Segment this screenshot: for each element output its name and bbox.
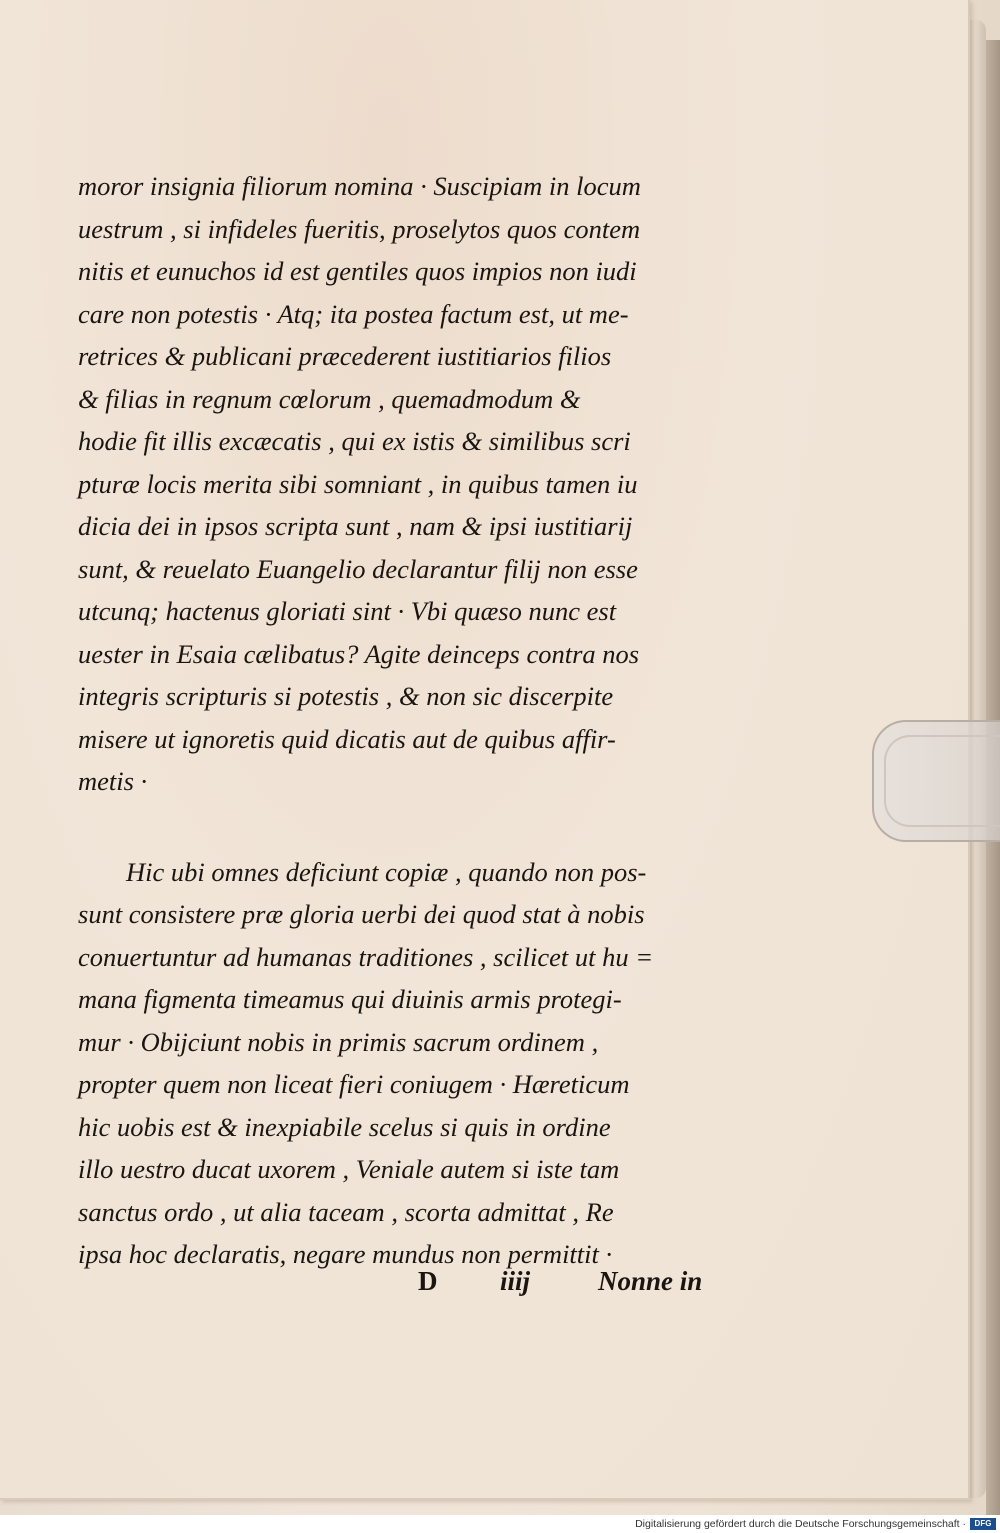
paragraph-2 bbox=[78, 851, 738, 1276]
signature-letter: D bbox=[418, 1266, 438, 1296]
text-line: utcunq; hactenus gloriati sint · Vbi quæso nunc est bbox=[78, 596, 617, 626]
paragraph-gap bbox=[78, 803, 738, 851]
footer-credit: Digitalisierung gefördert durch die Deutsche Forschungsgemeinschaft · bbox=[635, 1518, 966, 1530]
catchword: Nonne in bbox=[598, 1266, 703, 1296]
text-line: nitis et eunuchos id est gentiles quos impios non iudi bbox=[78, 256, 637, 286]
text-line: illo uestro ducat uxorem , Veniale autem si iste tam bbox=[78, 1154, 620, 1184]
text-line: Hic ubi omnes deficiunt copiæ , quando non pos- bbox=[126, 856, 647, 887]
text-line: hic uobis est & inexpiabile scelus si quis in ordine bbox=[78, 1111, 611, 1142]
main-text bbox=[78, 165, 738, 1276]
text-line: care non potestis · Atq; ita postea factum est, ut me- bbox=[78, 298, 629, 329]
text-line: sunt, & reuelato Euangelio declarantur filij non esse bbox=[78, 553, 638, 584]
text-line: misere ut ignoretis quid dicatis aut de quibus affir- bbox=[78, 723, 616, 754]
text-line: integris scripturis si potestis , & non sic discerpite bbox=[78, 681, 614, 711]
text-line: ipsa hoc declaratis, negare mundus non permittit · bbox=[78, 1239, 613, 1269]
text-line: moror insignia filiorum nomina · Suscipiam in locum bbox=[78, 171, 641, 201]
text-line: mana figmenta timeamus qui diuinis armis protegi- bbox=[78, 984, 622, 1014]
text-line: pturæ locis merita sibi somniant , in quibus tamen iu bbox=[78, 468, 638, 499]
footer-bar bbox=[0, 1515, 1000, 1533]
text-line: retrices & publicani præcederent iustitiarios filios bbox=[78, 341, 612, 371]
text-line: sanctus ordo , ut alia taceam , scorta admittat , Re bbox=[78, 1196, 614, 1227]
dfg-logo-icon: DFG bbox=[970, 1518, 996, 1530]
page-clip-inner bbox=[884, 735, 1000, 827]
text-line: uestrum , si infideles fueritis, proselytos quos contem bbox=[78, 213, 641, 244]
paragraph-1 bbox=[78, 165, 738, 803]
text-line: mur · Obijciunt nobis in primis sacrum ordinem , bbox=[78, 1026, 599, 1057]
text-line: propter quem non liceat fieri coniugem · Hæreticum bbox=[78, 1069, 630, 1099]
signature-line bbox=[0, 1262, 1000, 1306]
signature-number: iiij bbox=[500, 1266, 531, 1296]
text-line: metis · bbox=[78, 766, 148, 796]
text-line: sunt consistere præ gloria uerbi dei quod stat à nobis bbox=[78, 899, 645, 929]
text-line: hodie fit illis excæcatis , qui ex istis & similibus scri bbox=[78, 426, 631, 456]
text-line: uester in Esaia cælibatus? Agite deinceps contra nos bbox=[78, 638, 640, 669]
text-line: & filias in regnum cœlorum , quemadmodum & bbox=[78, 383, 581, 414]
text-line: dicia dei in ipsos scripta sunt , nam & ipsi iustitiarij bbox=[78, 511, 633, 541]
text-line: conuertuntur ad humanas traditiones , scilicet ut hu = bbox=[78, 941, 654, 972]
